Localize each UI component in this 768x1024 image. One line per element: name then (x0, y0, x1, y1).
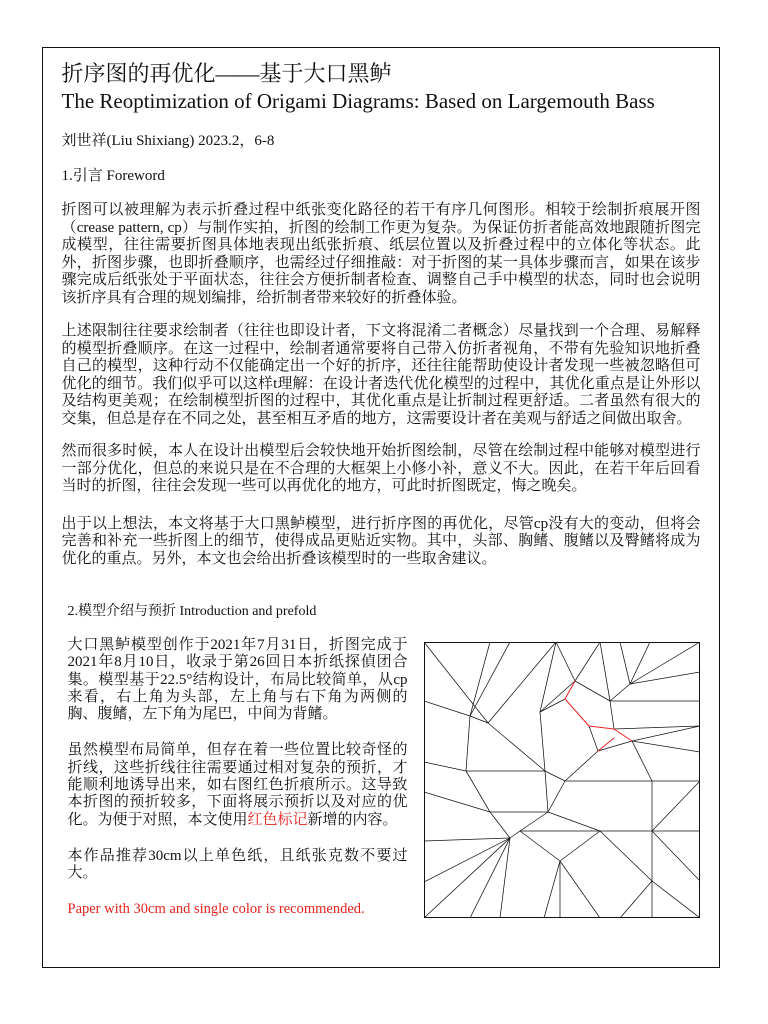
crease-line (466, 716, 470, 771)
crease-line (424, 838, 510, 841)
section-heading: 2.模型介绍与预折 Introduction and prefold (67, 604, 317, 619)
crease-line (540, 712, 545, 771)
crease-line (575, 681, 610, 701)
crease-line (424, 838, 510, 918)
crease-line (565, 751, 598, 781)
crease-line (424, 762, 466, 771)
crease-line (520, 812, 548, 831)
crease-line (490, 812, 510, 838)
crease-pattern-diagram (424, 642, 700, 918)
crease-line (620, 642, 630, 684)
crease-line (600, 831, 652, 881)
crease-line (520, 831, 560, 861)
crease-pattern-figure (424, 642, 700, 918)
crease-line (540, 642, 556, 712)
crease-line (470, 838, 510, 918)
paragraph: 上述限制往往要求绘制者（往往也即设计者，下文将混淆二者概念）尽量找到一个合理、易解释的模型折叠顺序。在这一过程中，绘制者通常要将自己带入仿折者视角，不带有先验知识地折叠自己的模型，这种行动不仅能确定出一个好的折序，还往往能帮助使设计者发现一些被忽略但可优化的细节。我们似乎可以这样t理解：在设计者迭代优化模型的过程中，其优化重点是让外形以及结构更美观；在绘制模型折图的过程中，其优化重点是让折制过程更舒适。二者虽然有很大的交集，但总是存在不同之处，甚至相互矛盾的地方，这需要设计者在美观与舒适之间做出取舍。 (61, 323, 701, 427)
crease-line (598, 741, 632, 751)
red-crease-line (598, 738, 614, 751)
paragraph: 折图可以被理解为表示折叠过程中纸张变化路径的若干有序几何图形。相较于绘制折痕展开图（crease pattern, cp）与制作实拍，折图的绘制工作更为复杂。为保证仿折者能高效地跟随折图完成模型，往往需要折图具体地表现出纸张折痕、纸层位置以及折叠过程中的立体化等状态。此外，折图步骤，也即折叠顺序，也需经过仔细推敲：对于折图的某一具体步骤而言，如果在该步骤完成后纸张处于平面状态，往往会方便折制者检查、调整自己手中模型的状态，同时也会说明该折序具有合理的规划编排，给折制者带来较好的折叠体验。 (61, 202, 701, 306)
crease-line (548, 812, 600, 831)
section-foreword (62, 167, 701, 568)
red-crease-line (589, 726, 614, 729)
crease-line (620, 881, 652, 918)
crease-line (548, 781, 565, 812)
red-crease-line (614, 729, 632, 741)
red-crease-line (565, 681, 575, 699)
paragraph: 然而很多时候，本人在设计出模型后会较快地开始折图绘制，尽管在绘制过程中能够对模型进行一部分优化，但总的来说只是在不合理的大框架上小修小补，意义不大。因此，在若干年后回看当时的折图，往往会发现一些可以再优化的地方，可此时折图既定，悔之晚矣。 (61, 443, 701, 494)
crease-line (424, 642, 488, 723)
document-subtitle: The Reoptimization of Origami Diagrams: Based on Largemouth Bass (61, 89, 655, 113)
crease-line (560, 831, 600, 861)
paragraph: 出于以上想法，本文将基于大口黑鲈模型，进行折序图的再优化，尽管cp没有大的变动，但将会完善和补充一些折图上的细节，使得成品更贴近实物。其中，头部、胸鳍、腹鳍以及臀鳍将成为优化的重点。另外，本文也会给出折叠该模型时的一些取舍建议。 (61, 515, 701, 567)
crease-line (424, 701, 470, 716)
paragraph (68, 742, 408, 828)
crease-line (610, 684, 630, 701)
crease-line (652, 781, 700, 831)
crease-line (488, 723, 545, 771)
crease-line (470, 642, 510, 716)
section-introduction (62, 603, 701, 918)
crease-line (544, 861, 560, 918)
crease-line (632, 741, 700, 752)
crease-line (560, 861, 600, 918)
crease-line (540, 681, 575, 712)
text-column (68, 637, 408, 918)
crease-line (632, 741, 652, 781)
crease-line (600, 642, 610, 701)
crease-line (556, 642, 575, 681)
paragraph: 本作品推荐30cm以上单色纸，且纸张克数不要过大。 (67, 847, 408, 882)
crease-line (545, 771, 565, 781)
crease-line (500, 838, 510, 918)
document-title: 折序图的再优化——基于大口黑鲈 (61, 61, 392, 86)
crease-line (488, 642, 556, 723)
crease-line (652, 831, 700, 881)
crease-line (510, 831, 520, 838)
section-heading: 1.引言 Foreword (61, 168, 165, 184)
section-body (68, 637, 701, 918)
crease-line (652, 881, 700, 918)
crease-line (470, 642, 490, 716)
paragraph: 大口黑鲈模型创作于2021年7月31日，折图完成于2021年8月10日，收录于第26回日本折纸探偵团合集。模型基于22.5°结构设计，布局比较简单，从cp来看，右上角为头部，左上角与右下角为两侧的胸、腹鳍，左下角为尾巴，中间为背鳍。 (67, 637, 408, 723)
crease-line (424, 838, 510, 882)
highlight-text: 红色标记 (247, 811, 308, 828)
paper-square-outline (424, 643, 699, 918)
recommendation-note: Paper with 30cm and single color is recommended. (67, 901, 365, 918)
author-line: 刘世祥(Liu Shixiang) 2023.2，6-8 (61, 133, 275, 149)
page-frame (42, 47, 720, 968)
crease-line (610, 701, 614, 729)
paragraph-text: 新增的内容。 (307, 811, 398, 828)
paragraph-text: 虽然模型布局简单，但存在着一些位置比较奇怪的折线，这些折线往往需要通过相对复杂的预折，才能顺利地诱导出来，如右图红色折痕所示。这导致本折图的预折较多，下面将展示预折以及对应的优化。为便于对照，本文使用 (67, 742, 408, 828)
crease-line (575, 642, 600, 681)
red-crease-line (565, 699, 589, 726)
crease-line (545, 771, 548, 812)
crease-line (589, 726, 598, 751)
